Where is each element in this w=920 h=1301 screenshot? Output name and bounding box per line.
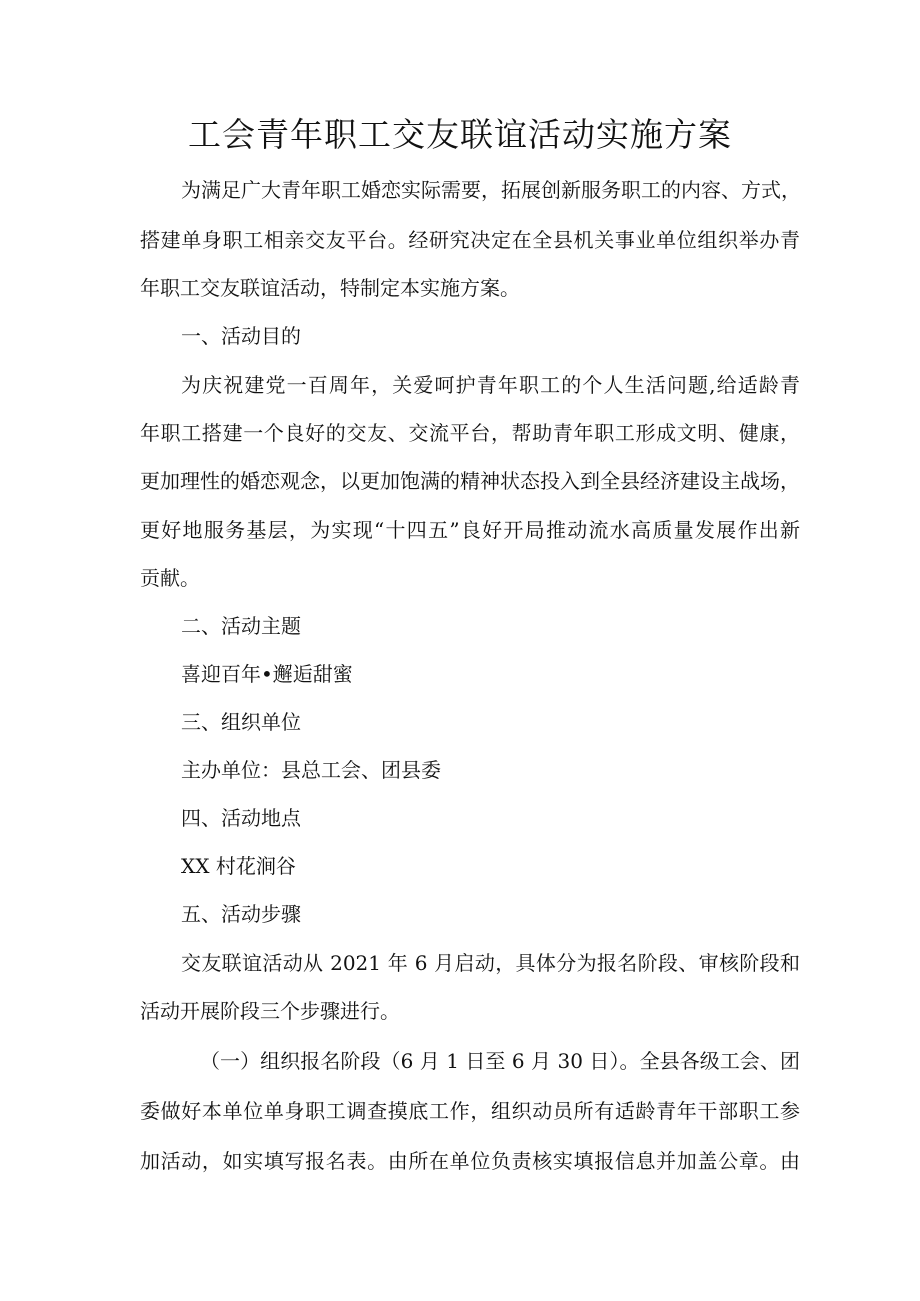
paragraph-line: 主办单位：县总工会、团县委: [181, 758, 441, 782]
paragraph-line: 活动开展阶段三个步骤进行。: [140, 999, 400, 1023]
paragraph-line: 搭建单身职工相亲交友平台。经研究决定在全县机关事业单位组织举办青: [140, 228, 800, 252]
paragraph-line: 为庆祝建党一百周年，关爱呵护青年职工的个人生活问题,给适龄青: [181, 373, 800, 397]
paragraph-line: 年职工交友联谊活动，特制定本实施方案。: [140, 276, 520, 300]
section-heading: 三、组织单位: [181, 710, 301, 734]
paragraph-line: 更好地服务基层，为实现“十四五”良好开局推动流水高质量发展作出新: [140, 518, 800, 542]
paragraph-line: （一）组织报名阶段（6 月 1 日至 6 月 30 日）。全县各级工会、团: [200, 1049, 800, 1073]
paragraph-line: 委做好本单位单身职工调查摸底工作，组织动员所有适龄青年干部职工参: [140, 1099, 800, 1123]
paragraph-line: 为满足广大青年职工婚恋实际需要，拓展创新服务职工的内容、方式，: [181, 178, 801, 202]
paragraph-line: 喜迎百年•邂逅甜蜜: [181, 662, 353, 686]
paragraph-line: 交友联谊活动从 2021 年 6 月启动，具体分为报名阶段、审核阶段和: [181, 951, 800, 975]
paragraph-line: XX 村花涧谷: [181, 854, 296, 878]
paragraph-line: 年职工搭建一个良好的交友、交流平台，帮助青年职工形成文明、健康，: [140, 421, 800, 445]
section-heading: 五、活动步骤: [181, 902, 301, 926]
paragraph-line: 更加理性的婚恋观念，以更加饱满的精神状态投入到全县经济建设主战场，: [140, 469, 800, 493]
section-heading: 一、活动目的: [181, 324, 301, 348]
document-title: 工会青年职工交友联谊活动实施方案: [188, 115, 732, 154]
paragraph-line: 贡献。: [140, 566, 200, 590]
section-heading: 四、活动地点: [181, 806, 301, 830]
section-heading: 二、活动主题: [181, 614, 301, 638]
paragraph-line: 加活动，如实填写报名表。由所在单位负责核实填报信息并加盖公章。由: [140, 1149, 800, 1173]
